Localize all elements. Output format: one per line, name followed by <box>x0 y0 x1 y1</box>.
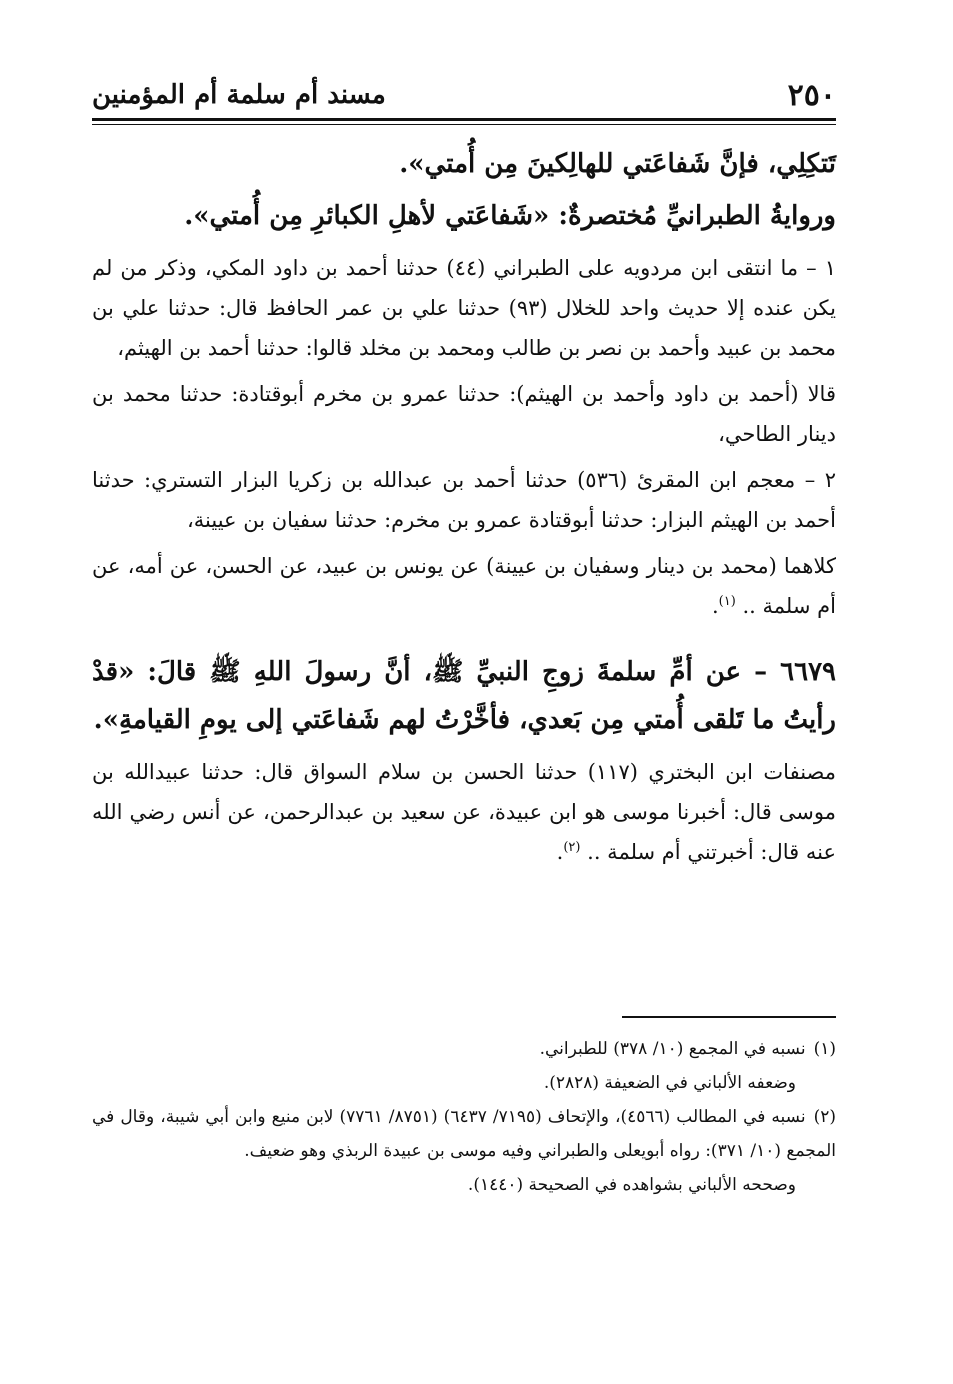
footnote-1 <box>92 1032 836 1066</box>
body-text <box>92 140 836 872</box>
takhrij-paragraph-4-end: . <box>711 594 719 618</box>
takhrij-paragraph-2: قالا (أحمد بن داود وأحمد بن الهيثم): حدثنا عمرو بن مخرم أبوقتادة: حدثنا محمد بن دينار الطاحي، <box>92 382 836 446</box>
footnote-1-line-1: نسبه في المجمع (١٠/ ٣٧٨) للطبراني. <box>539 1039 806 1059</box>
footnote-1-line-2: وضعفه الألباني في الضعيفة (٢٨٢٨). <box>543 1073 796 1093</box>
takhrij-paragraph-5 <box>92 752 836 872</box>
takhrij-paragraph-5-end: . <box>556 840 564 864</box>
takhrij-paragraph-4 <box>92 546 836 626</box>
takhrij-paragraph-5-text: مصنفات ابن البختري (١١٧) حدثنا الحسن بن سلام السواق قال: حدثنا عبيدالله بن موسى قال: أخبرنا موسى هو ابن عبيدة، عن سعيد بن عبدالرحمن، عن أنس رضي الله عنه قال: أخبرتني أم سلمة .. <box>92 760 836 864</box>
tabarani-narration: وروايةُ الطبرانيِّ مُختصرةٌ: «شَفاعَتي لأهلِ الكبائرِ مِن أُمتي». <box>184 201 836 231</box>
footnote-ref-1[interactable]: (١) <box>718 594 736 609</box>
footnote-2-line-2: وصححه الألباني بشواهده في الصحيحة (١٤٤٠). <box>467 1175 796 1195</box>
footnote-2-line-1: نسبه في المطالب (٤٥٦٦)، والإتحاف (٧١٩٥/ ٦٤٣٧) (٨٧٥١/ ٧٧٦١) لابن منيع وابن أبي شيبة، وقال في المجمع (١٠/ ٣٧١): رواه أبويعلى والطبراني وفيه موسى بن عبيدة الربذي وهو ضعيف. <box>92 1107 836 1161</box>
page-number: ٢٥٠ <box>787 78 836 113</box>
page-header <box>92 76 836 118</box>
footnote-ref-2[interactable]: (٢) <box>563 840 581 855</box>
header-rule-thick <box>92 118 836 121</box>
footnotes <box>92 1032 836 1202</box>
footnote-separator <box>622 1016 836 1018</box>
takhrij-paragraph-4-text: كلاهما (محمد بن دينار وسفيان بن عيينة) عن يونس بن عبيد، عن الحسن، عن أمه، عن أم سلمة .. <box>92 554 836 618</box>
running-title: مسند أم سلمة أم المؤمنين <box>92 80 386 110</box>
takhrij-paragraph-3: ٢ – معجم ابن المقرئ (٥٣٦) حدثنا أحمد بن عبدالله بن زكريا البزار التستري: حدثنا أحمد بن الهيثم البزار: حدثنا أبوقتادة عمرو بن مخرم: حدثنا سفيان بن عيينة، <box>92 468 836 532</box>
takhrij-paragraph-1: ١ – ما انتقى ابن مردويه على الطبراني (٤٤) حدثنا أحمد بن داود المكي، وذكر من لم يكن عنده إلا حديث واحد للخلال (٩٣) حدثنا علي بن عمر الحافظ قال: حدثنا علي بن محمد بن عبيد وأحمد بن نصر بن طالب ومحمد بن مخلد قالوا: حدثنا أحمد بن الهيثم، <box>92 256 836 360</box>
header-rule-thin <box>92 124 836 125</box>
footnote-2 <box>92 1100 836 1168</box>
footnote-1-label: (١) <box>813 1039 836 1059</box>
footnote-2-label: (٢) <box>813 1107 836 1127</box>
hadith-continuation: تَتكِلِي، فإنَّ شَفاعَتي للهالِكينَ مِن أُمتي». <box>399 149 836 179</box>
hadith-6679: ٦٦٧٩ – عن أمِّ سلمةَ زوجِ النبيِّ ﷺ، أنَّ رسولَ اللهِ ﷺ قالَ: «قدْ رأيتُ ما تَلقى أُمتي مِن بَعدي، فأخَّرْتُ لهم شَفاعَتي إلى يومِ القيامةِ». <box>92 657 836 735</box>
